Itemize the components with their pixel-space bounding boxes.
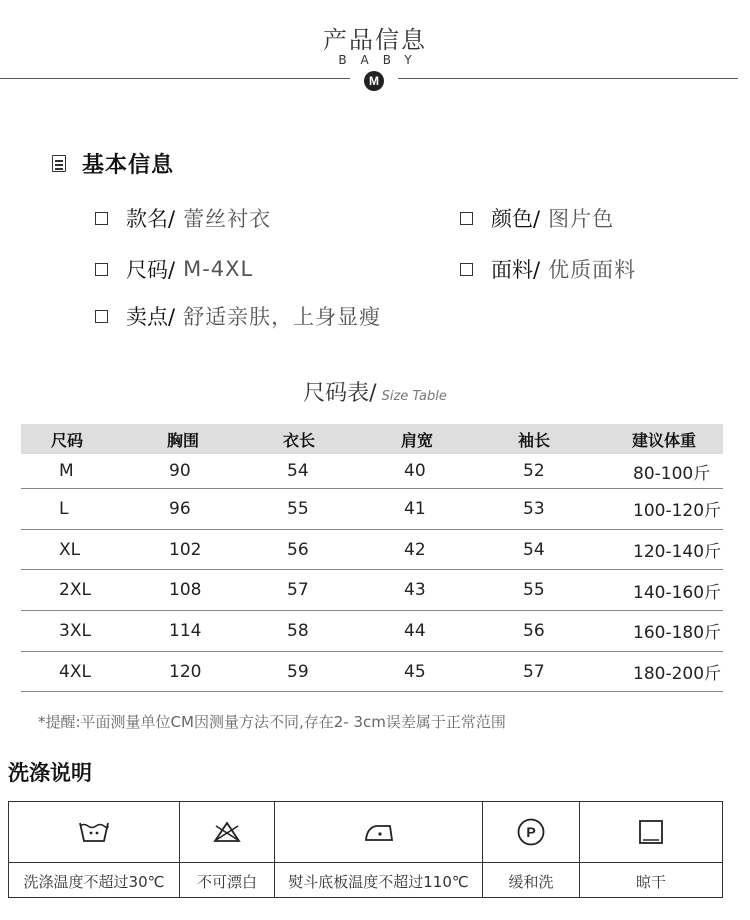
table-cell: 55 <box>523 580 545 601</box>
info-label: 面料/ <box>491 258 541 282</box>
wash-30-icon <box>78 819 110 845</box>
info-item-selling-point <box>95 301 381 331</box>
table-cell: 59 <box>287 661 309 682</box>
wash-label: 熨斗底板温度不超过110℃ <box>275 862 482 900</box>
table-cell: 56 <box>287 539 309 560</box>
info-item-fabric <box>460 254 636 284</box>
table-cell: 140-160斤 <box>633 582 722 603</box>
table-cell: 160-180斤 <box>633 623 722 644</box>
table-cell: 53 <box>523 498 545 519</box>
no-bleach-icon <box>212 820 242 844</box>
wash-label: 不可漂白 <box>180 862 274 900</box>
info-item-style-name <box>95 203 271 233</box>
table-row <box>21 454 723 489</box>
table-cell: 54 <box>523 539 545 560</box>
info-value: 蕾丝衬衣 <box>183 207 272 231</box>
p-letter: P <box>526 824 536 840</box>
table-row <box>21 652 723 693</box>
line-dry-icon <box>637 818 665 846</box>
size-table-title-en: Size Table <box>381 389 447 404</box>
iron-icon <box>362 820 396 844</box>
table-cell: L <box>59 498 69 519</box>
table-cell: 56 <box>523 620 545 641</box>
wash-item <box>180 802 275 897</box>
divider-right <box>398 78 738 79</box>
table-cell: 44 <box>404 620 426 641</box>
basic-info-title: 基本信息 <box>82 153 175 178</box>
measurement-note: *提醒:平面测量单位CM因测量方法不同,存在2- 3cm误差属于正常范围 <box>38 713 506 731</box>
page-title: 产品信息 <box>323 26 427 54</box>
table-row <box>21 570 723 611</box>
table-cell: 45 <box>404 661 426 682</box>
wash-item <box>483 802 580 897</box>
washing-table <box>8 801 723 898</box>
wash-item <box>9 802 180 897</box>
info-label: 款名/ <box>126 207 176 231</box>
checkbox-icon <box>95 212 108 225</box>
table-cell: 52 <box>523 461 545 481</box>
table-cell: 108 <box>169 580 202 601</box>
table-header-cell: 胸围 <box>167 430 200 450</box>
table-cell: 4XL <box>59 661 91 682</box>
info-value: 图片色 <box>548 207 615 231</box>
table-header-cell: 袖长 <box>518 430 551 450</box>
info-label: 卖点/ <box>126 305 176 329</box>
table-cell: 80-100斤 <box>633 463 711 484</box>
wash-item <box>580 802 722 897</box>
table-cell: XL <box>59 539 81 560</box>
table-cell: 120 <box>169 661 202 682</box>
size-table-title-cn: 尺码表/ <box>303 381 377 406</box>
table-row <box>21 530 723 571</box>
checkbox-icon <box>95 310 108 323</box>
table-header-cell: 尺码 <box>51 430 84 450</box>
table-cell: 55 <box>287 498 309 519</box>
info-value: M-4XL <box>183 257 254 281</box>
wash-label: 洗涤温度不超过30℃ <box>9 862 179 900</box>
table-header-row <box>21 424 723 454</box>
table-cell: 120-140斤 <box>633 542 722 563</box>
table-header-cell: 建议体重 <box>632 430 697 450</box>
table-header-cell: 肩宽 <box>401 430 434 450</box>
table-cell: 180-200斤 <box>633 664 722 685</box>
table-cell: 42 <box>404 539 426 560</box>
table-row <box>21 611 723 652</box>
info-value: 优质面料 <box>548 258 637 282</box>
table-cell: 114 <box>169 620 202 641</box>
wash-label: 缓和洗 <box>483 862 579 900</box>
info-label: 颜色/ <box>491 207 541 231</box>
table-cell: 58 <box>287 620 309 641</box>
table-cell: 41 <box>404 498 426 519</box>
table-cell: 54 <box>287 461 309 481</box>
dry-clean-p-icon <box>516 817 546 847</box>
table-cell: 100-120斤 <box>633 501 722 522</box>
washing-title: 洗涤说明 <box>8 761 92 785</box>
table-cell: 40 <box>404 461 426 481</box>
info-item-size <box>95 254 253 284</box>
basic-info-heading <box>52 148 174 179</box>
info-item-color <box>460 203 614 233</box>
wash-item <box>275 802 483 897</box>
checkbox-icon <box>460 263 473 276</box>
page-subtitle: BABY <box>338 53 426 67</box>
m-badge: M <box>364 71 384 91</box>
info-label: 尺码/ <box>126 258 176 282</box>
table-row <box>21 489 723 530</box>
table-cell: 57 <box>523 661 545 682</box>
table-cell: 57 <box>287 580 309 601</box>
table-header-cell: 衣长 <box>283 430 316 450</box>
wash-label: 晾干 <box>580 862 722 900</box>
table-cell: 90 <box>169 461 191 481</box>
checkbox-icon <box>95 263 108 276</box>
checkbox-icon <box>460 212 473 225</box>
table-cell: 102 <box>169 539 202 560</box>
table-cell: 2XL <box>59 580 91 601</box>
document-icon <box>52 155 66 172</box>
table-cell: 3XL <box>59 620 91 641</box>
info-value: 舒适亲肤，上身显瘦 <box>183 305 382 329</box>
table-cell: 43 <box>404 580 426 601</box>
table-cell: M <box>59 461 74 481</box>
divider-left <box>0 78 350 79</box>
size-table-title <box>0 376 750 407</box>
table-cell: 96 <box>169 498 191 519</box>
size-table <box>21 424 723 692</box>
